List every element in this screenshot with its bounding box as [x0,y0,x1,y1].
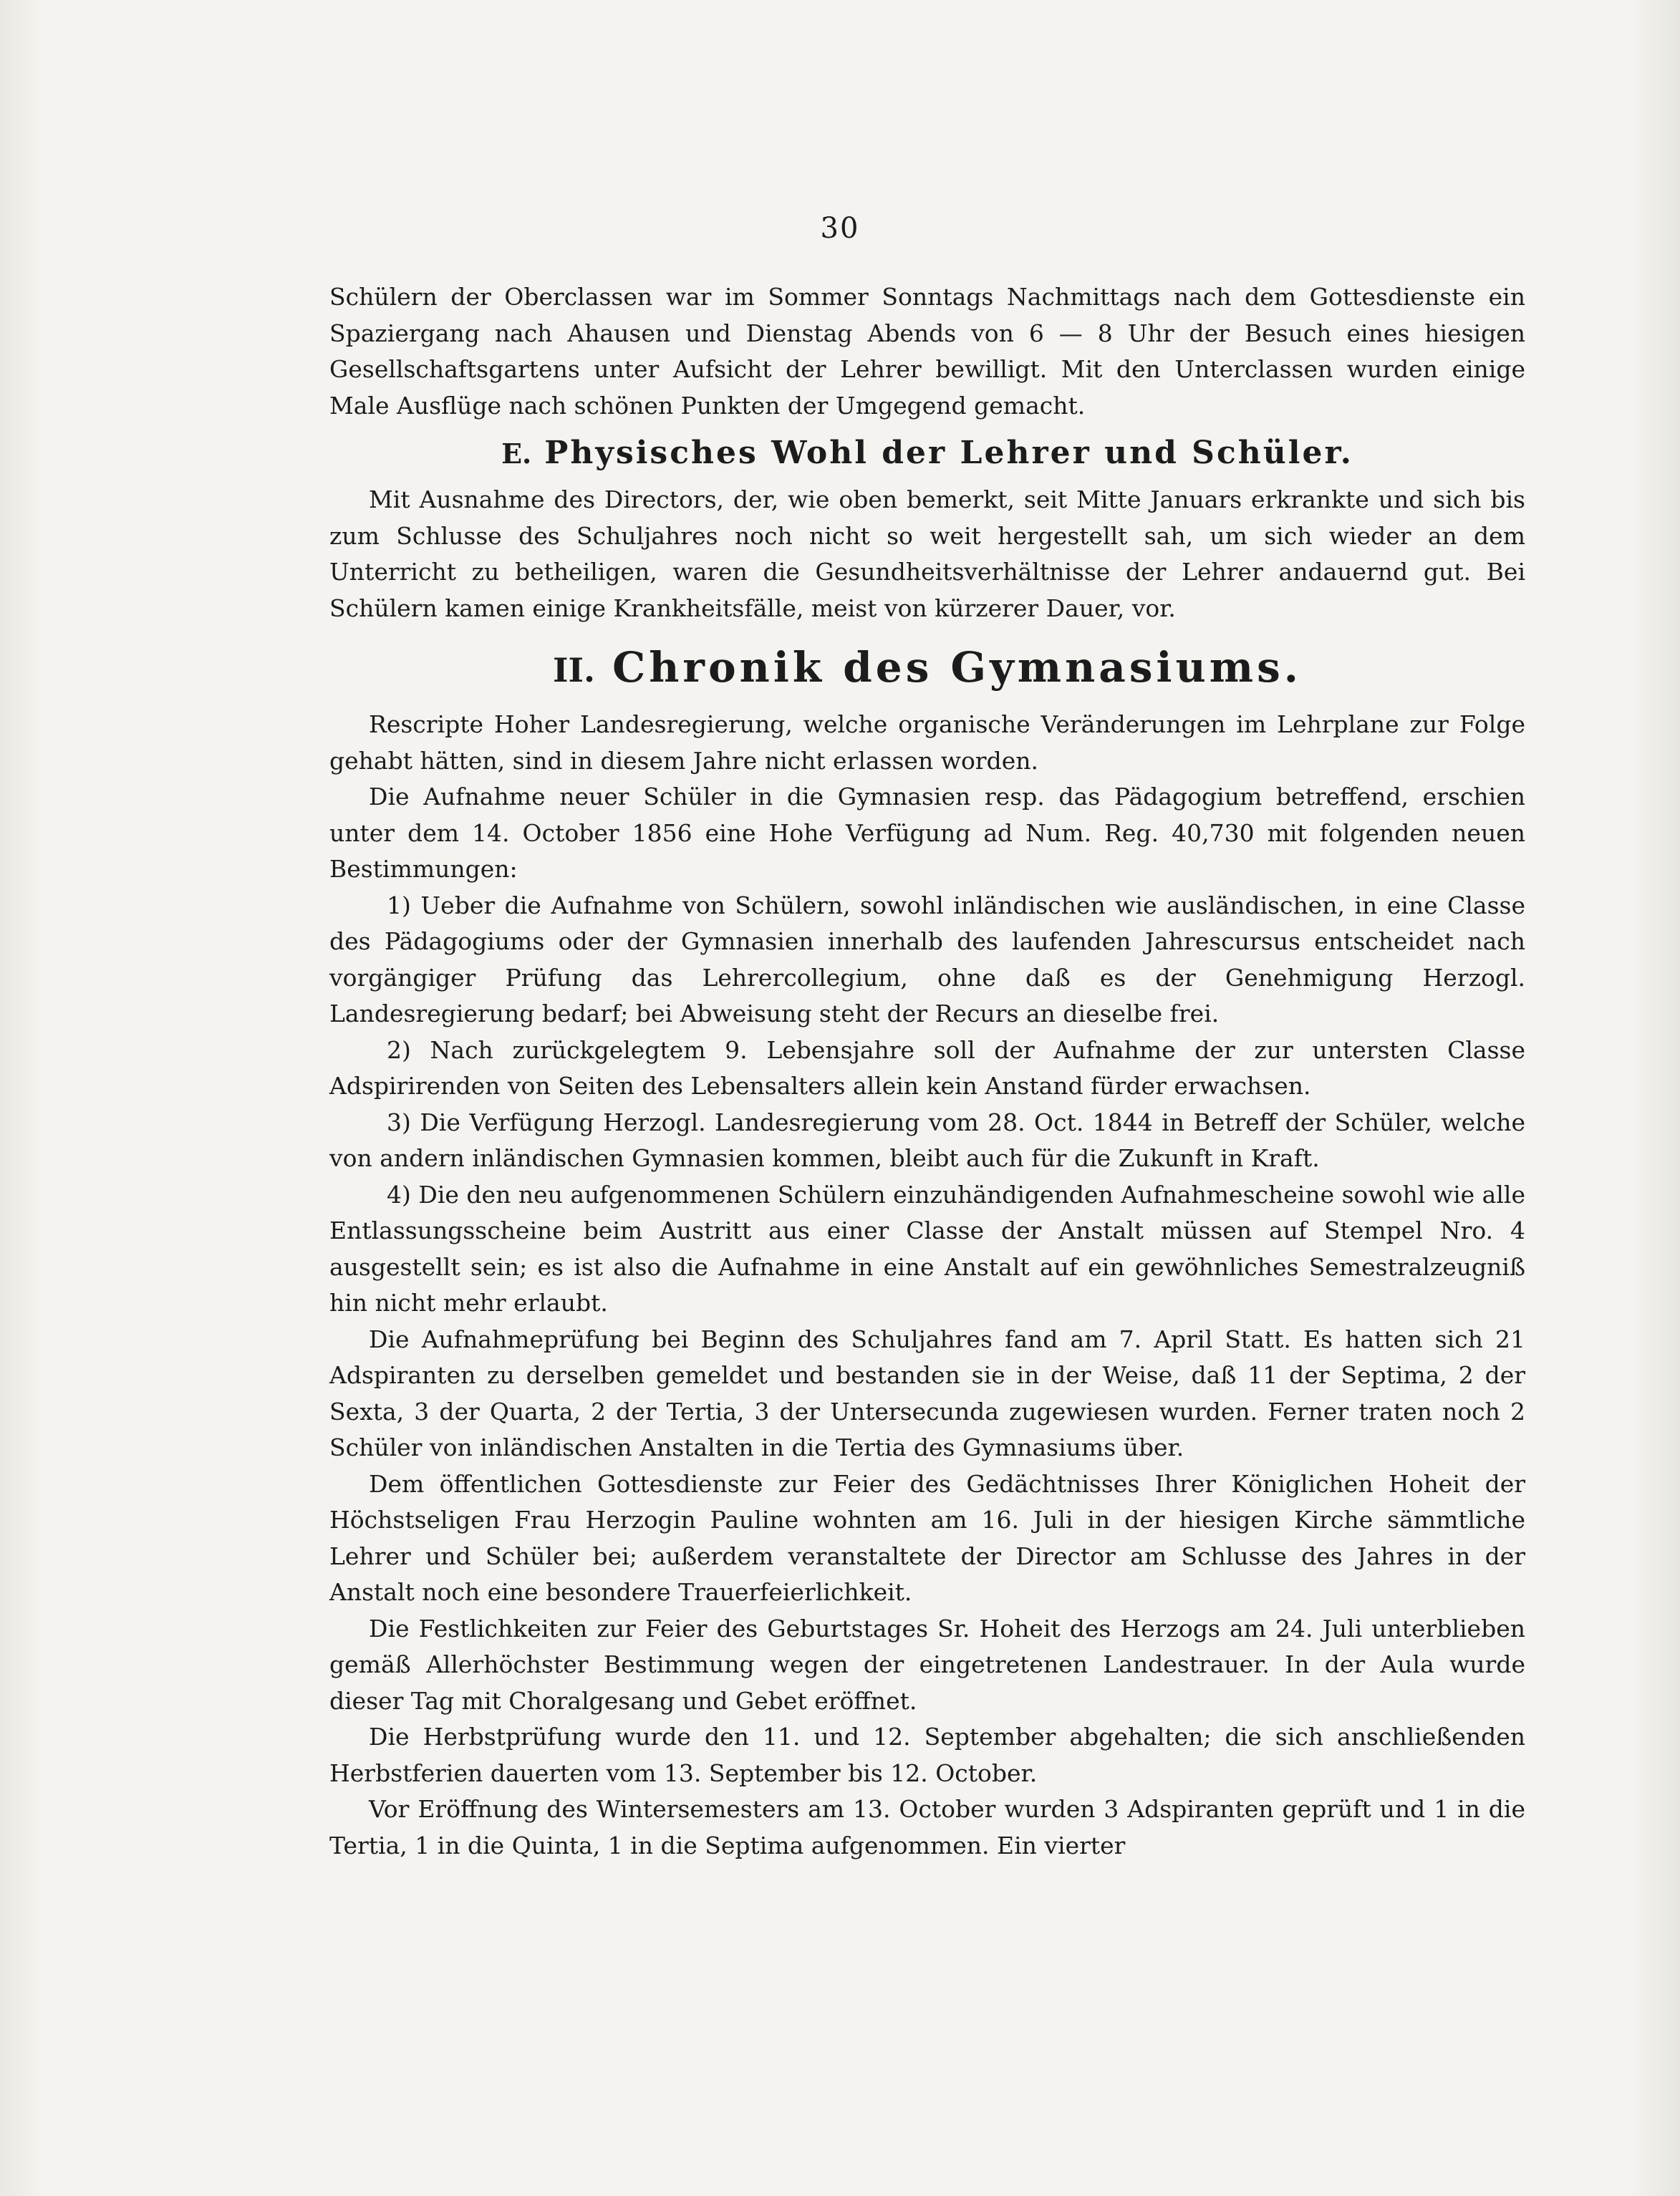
intro-paragraph: Schülern der Oberclassen war im Sommer Sonntags Nachmittags nach dem Gottesdienste ein Spaziergang nach Ahausen und Dienstag Abends von 6 — 8 Uhr der Besuch eines hiesigen Gesellschaftsgartens unter Aufsicht der Lehrer bewilligt. Mit den Unterclassen wurden einige Male Ausflüge nach schönen Punkten der Umgegend gemacht. [329,283,1525,420]
section-e-paragraph: Mit Ausnahme des Directors, der, wie oben bemerkt, seit Mitte Januars erkrankte und sich bis zum Schlusse des Schuljahres noch nicht so weit hergestellt sah, um sich wieder an dem Unterricht zu betheiligen, waren die Gesundheitsverhältnisse der Lehrer andauernd gut. Bei Schülern kamen einige Krankheitsfälle, meist von kürzerer Dauer, vor. [329,485,1525,622]
section-ii-title: Chronik des Gymnasiums. [612,643,1302,692]
page-number: 30 [820,212,860,245]
chronik-paragraph-5: Die Festlichkeiten zur Feier des Geburtstages Sr. Hoheit des Herzogs am 24. Juli unterblieben gemäß Allerhöchster Bestimmung wegen der eingetretenen Landestrauer. In der Aula wurde dieser Tag mit Choralgesang und Gebet eröffnet. [329,1614,1525,1715]
provision-item-1: 1) Ueber die Aufnahme von Schülern, sowohl inländischen wie ausländischen, in eine Classe des Pädagogiums oder der Gymnasien innerhalb des laufenden Jahrescursus entscheidet nach vorgängiger Prüfung das Lehrercollegium, ohne daß es der Genehmigung Herzogl. Landesregierung bedarf; bei Abweisung steht der Recurs an dieselbe frei. [329,891,1525,1027]
chronik-paragraph-3: Die Aufnahmeprüfung bei Beginn des Schuljahres fand am 7. April Statt. Es hatten sich 21 Adspiranten zu derselben gemeldet und bestanden sie in der Weise, daß 11 der Septima, 2 der Sexta, 3 der Quarta, 2 der Tertia, 3 der Untersecunda zugewiesen wurden. Ferner traten noch 2 Schüler von inländischen Anstalten in die Tertia des Gymnasiums über. [329,1325,1525,1461]
section-ii-heading [329,637,1525,701]
chronik-paragraph-4: Dem öffentlichen Gottesdienste zur Feier des Gedächtnisses Ihrer Königlichen Hoheit der Höchstseligen Frau Herzogin Pauline wohnten am 16. Juli in der hiesigen Kirche sämmtliche Lehrer und Schüler bei; außerdem veranstaltete der Director am Schlusse des Jahres in der Anstalt noch eine besondere Trauerfeierlichkeit. [329,1469,1525,1606]
chronik-paragraph-2: Die Aufnahme neuer Schüler in die Gymnasien resp. das Pädagogium betreffend, erschien unter dem 14. October 1856 eine Hohe Verfügung ad Num. Reg. 40,730 mit folgenden neuen Bestimmungen: [329,783,1525,883]
body-text [329,279,1525,1864]
section-e-prefix: E. [501,437,532,470]
chronik-paragraph-6: Die Herbstprüfung wurde den 11. und 12. September abgehalten; die sich anschließenden Herbstferien dauerten vom 13. September bis 12. October. [329,1723,1525,1787]
provision-item-4: 4) Die den neu aufgenommenen Schülern einzuhändigenden Aufnahmescheine sowohl wie alle Entlassungsscheine beim Austritt aus einer Classe der Anstalt müssen auf Stempel Nro. 4 ausgestellt sein; es ist also die Aufnahme in eine Anstalt auf ein gewöhnliches Semestralzeugniß hin nicht mehr erlaubt. [329,1180,1525,1317]
section-ii-prefix: II. [553,651,596,690]
section-e-heading [329,430,1525,478]
chronik-paragraph-7: Vor Eröffnung des Wintersemesters am 13. October wurden 3 Adspiranten geprüft und 1 in die Tertia, 1 in die Quinta, 1 in die Septima aufgenommen. Ein vierter [329,1795,1525,1859]
chronik-paragraph-1: Rescripte Hoher Landesregierung, welche organische Veränderungen im Lehrplane zur Folge gehabt hätten, sind in diesem Jahre nicht erlassen worden. [329,710,1525,775]
provision-item-3: 3) Die Verfügung Herzogl. Landesregierung vom 28. Oct. 1844 in Betreff der Schüler, welche von andern inländischen Gymnasien kommen, bleibt auch für die Zukunft in Kraft. [329,1108,1525,1172]
provision-item-2: 2) Nach zurückgelegtem 9. Lebensjahre soll der Aufnahme der zur untersten Classe Adspirirenden von Seiten des Lebensalters allein kein Anstand fürder erwachsen. [329,1035,1525,1100]
section-e-title: Physisches Wohl der Lehrer und Schüler. [544,435,1353,471]
